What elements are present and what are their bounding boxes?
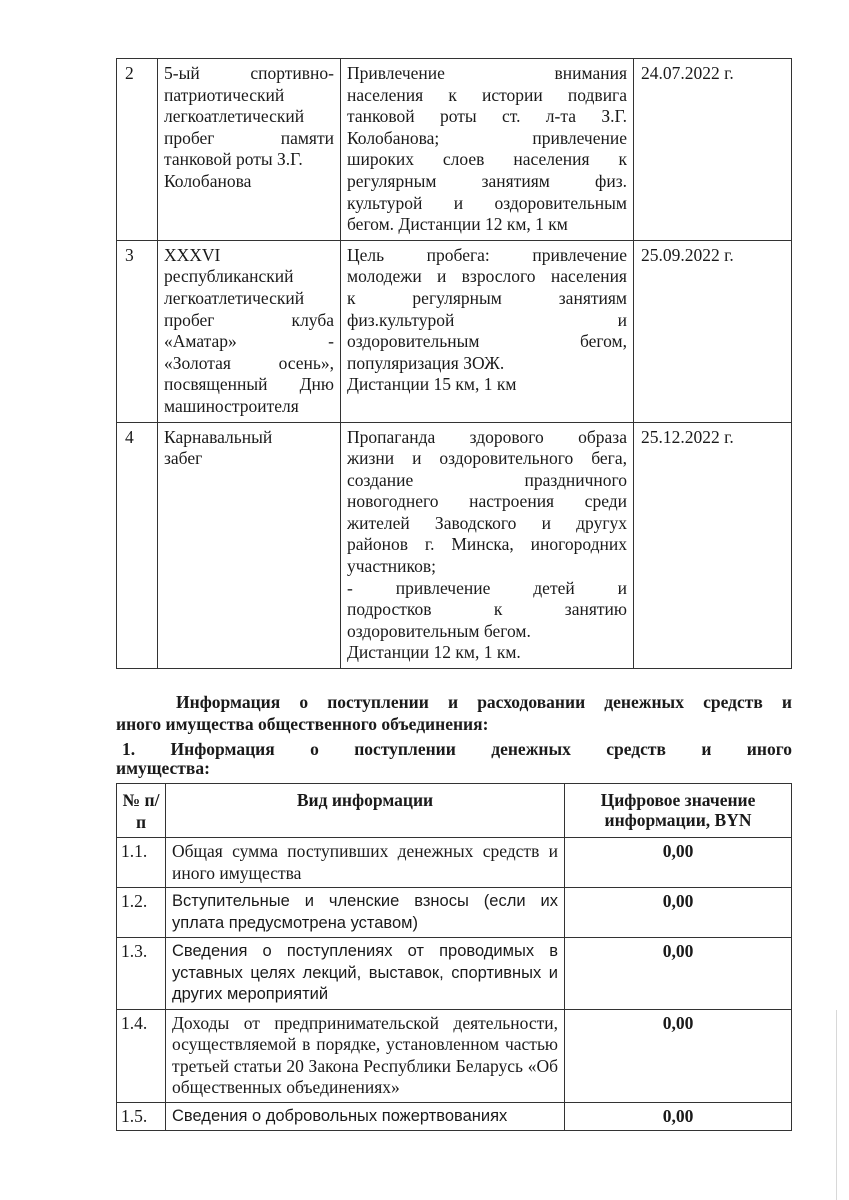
column-header-type: Вид информации bbox=[166, 784, 565, 838]
event-name: XXXVI республиканский легкоатлетический пробег клуба «Аматар» - «Золотая осень», посвященный Дню машиностроителя bbox=[158, 240, 341, 422]
table-row bbox=[117, 240, 792, 422]
event-date: 24.07.2022 г. bbox=[634, 59, 792, 241]
row-text: Сведения о добровольных пожертвованиях bbox=[166, 1102, 565, 1131]
row-value: 0,00 bbox=[565, 838, 792, 888]
event-description: Привлечение внимания населения к истории подвига танковой роты ст. л-та З.Г. Колобанова; привлечение широких слоев населения к регулярным занятиям физ. культурой и оздоровительным бегом. Дистанции 12 км, 1 км bbox=[341, 59, 634, 241]
row-text: Общая сумма поступивших денежных средств и иного имущества bbox=[166, 838, 565, 888]
table-row bbox=[117, 888, 792, 938]
row-text: Сведения о поступлениях от проводимых в уставных целях лекций, выставок, спортивных и других мероприятий bbox=[166, 938, 565, 1010]
row-value: 0,00 bbox=[565, 938, 792, 1010]
table-row bbox=[117, 938, 792, 1010]
row-number: 1.5. bbox=[117, 1102, 166, 1131]
row-value: 0,00 bbox=[565, 1102, 792, 1131]
table-row bbox=[117, 59, 792, 241]
table-row bbox=[117, 838, 792, 888]
event-description: Пропаганда здорового образа жизни и оздоровительного бега, создание праздничного новогоднего настроения среди жителей Заводского и другух районов г. Минска, иногородних участников; - привлечение детей и подростков к занятию оздоровительным бегом. Дистанции 12 км, 1 км. bbox=[341, 422, 634, 669]
finance-info-heading: Информация о поступлении и расходовании денежных средств и иного имущества общественного объединения: bbox=[116, 692, 792, 734]
row-value: 0,00 bbox=[565, 888, 792, 938]
table-header-row bbox=[117, 784, 792, 838]
event-date: 25.09.2022 г. bbox=[634, 240, 792, 422]
row-number: 1.3. bbox=[117, 938, 166, 1010]
event-date: 25.12.2022 г. bbox=[634, 422, 792, 669]
table-row bbox=[117, 1102, 792, 1131]
event-name: Карнавальный забег bbox=[158, 422, 341, 669]
scan-edge-line bbox=[836, 1010, 837, 1200]
row-text: Доходы от предпринимательской деятельности, осуществляемой в порядке, установленном частью третьей статьи 20 Закона Республики Беларусь «Об общественных объединениях» bbox=[166, 1009, 565, 1102]
event-description: Цель пробега: привлечение молодежи и взрослого населения к регулярным занятиям физ.культурой и оздоровительным бегом, популяризация ЗОЖ. Дистанции 15 км, 1 км bbox=[341, 240, 634, 422]
income-subheading: 1. Информация о поступлении денежных средств и иного имущества: bbox=[116, 739, 792, 778]
row-value: 0,00 bbox=[565, 1009, 792, 1102]
row-text: Вступительные и членские взносы (если их уплата предусмотрена уставом) bbox=[166, 888, 565, 938]
event-number: 3 bbox=[117, 240, 158, 422]
table-row bbox=[117, 1009, 792, 1102]
event-number: 4 bbox=[117, 422, 158, 669]
income-table bbox=[116, 783, 792, 1131]
row-number: 1.1. bbox=[117, 838, 166, 888]
event-name: 5-ый спортивно- патриотический легкоатлетический пробег памяти танковой роты З.Г. Колобанова bbox=[158, 59, 341, 241]
row-number: 1.4. bbox=[117, 1009, 166, 1102]
row-number: 1.2. bbox=[117, 888, 166, 938]
table-row bbox=[117, 422, 792, 669]
column-header-value: Цифровое значение информации, BYN bbox=[565, 784, 792, 838]
event-number: 2 bbox=[117, 59, 158, 241]
events-table bbox=[116, 58, 792, 669]
column-header-number: № п/п bbox=[117, 784, 166, 838]
